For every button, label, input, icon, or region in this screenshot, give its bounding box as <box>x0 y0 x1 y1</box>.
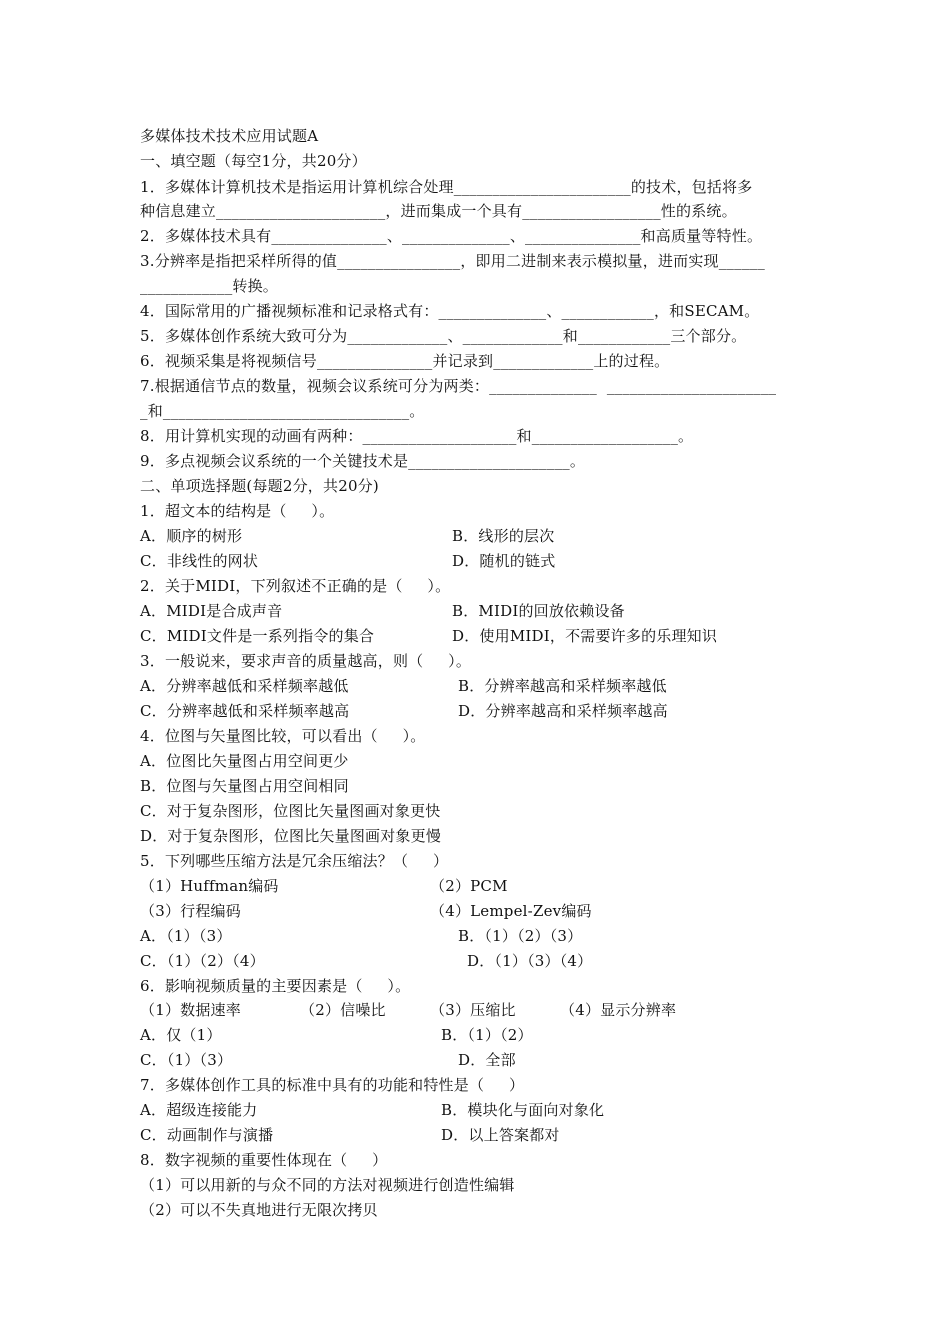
option-a: A．MIDI是合成声音 <box>140 602 283 620</box>
question-stem: 4．位图与矢量图比较，可以看出（ ）。 <box>140 727 426 745</box>
fill-blank-line: 9．多点视频会议系统的一个关键技术是_____________________。 <box>140 452 586 470</box>
fill-blank-line: 2．多媒体技术具有_______________、______________、_______________和高质量等特性。 <box>140 227 763 245</box>
option-c: C．对于复杂图形，位图比矢量图画对象更快 <box>140 802 441 820</box>
option-c: C．动画制作与演播 <box>140 1126 274 1144</box>
list-item: （1）可以用新的与众不同的方法对视频进行创造性编辑 <box>140 1176 515 1194</box>
list-item: （1）数据速率 <box>140 1001 241 1019</box>
fill-blank-line: 7.根据通信节点的数量，视频会议系统可分为两类：______________ ______________________ <box>140 377 777 395</box>
section-heading-single-choice: 二、单项选择题(每题2分，共20分) <box>140 477 379 495</box>
option-a: A．仅（1） <box>140 1026 222 1044</box>
fill-blank-line: 6．视频采集是将视频信号_______________并记录到_____________上的过程。 <box>140 352 670 370</box>
option-a: A．分辨率越低和采样频率越低 <box>140 677 349 695</box>
option-c: C．非线性的网状 <box>140 552 259 570</box>
list-item: （4）Lempel-Zev编码 <box>430 902 592 920</box>
section-heading-fill-blank: 一、填空题（每空1分，共20分） <box>140 152 367 170</box>
question-stem: 5．下列哪些压缩方法是冗余压缩法？（ ） <box>140 852 449 870</box>
option-b: B．线形的层次 <box>452 527 555 545</box>
list-item: （4）显示分辨率 <box>560 1001 677 1019</box>
fill-blank-line: 5．多媒体创作系统大致可分为_____________、_____________和____________三个部分。 <box>140 327 747 345</box>
option-a: A．超级连接能力 <box>140 1101 258 1119</box>
list-item: （3）行程编码 <box>140 902 241 920</box>
option-c: C．（1）（2）（4） <box>140 952 265 970</box>
option-b: B．分辨率越高和采样频率越低 <box>458 677 667 695</box>
option-c: C．（1）（3） <box>140 1051 233 1069</box>
option-d: D．对于复杂图形，位图比矢量图画对象更慢 <box>140 827 442 845</box>
option-d: D．以上答案都对 <box>441 1126 560 1144</box>
list-item: （2）PCM <box>430 877 508 895</box>
option-c: C．MIDI文件是一系列指令的集合 <box>140 627 375 645</box>
option-b: B．模块化与面向对象化 <box>441 1101 605 1119</box>
fill-blank-line: 1．多媒体计算机技术是指运用计算机综合处理_______________________的技术，包括将多 <box>140 178 753 196</box>
option-a: A．（1）（3） <box>140 927 232 945</box>
option-c: C．分辨率越低和采样频率越高 <box>140 702 350 720</box>
option-b: B．（1）（2）（3） <box>458 927 583 945</box>
fill-blank-line: 种信息建立______________________，进而集成一个具有__________________性的系统。 <box>140 202 737 220</box>
fill-blank-line: 8．用计算机实现的动画有两种：____________________和___________________。 <box>140 427 694 445</box>
option-b: B．MIDI的回放依赖设备 <box>452 602 625 620</box>
option-d: D．分辨率越高和采样频率越高 <box>458 702 668 720</box>
list-item: （2）信噪比 <box>300 1001 386 1019</box>
question-stem: 2．关于MIDI，下列叙述不正确的是（ ）。 <box>140 577 451 595</box>
option-b: B．位图与矢量图占用空间相同 <box>140 777 349 795</box>
option-a: A．位图比矢量图占用空间更少 <box>140 752 349 770</box>
question-stem: 6．影响视频质量的主要因素是（ ）。 <box>140 977 411 995</box>
question-stem: 1．超文本的结构是（ ）。 <box>140 502 335 520</box>
option-d: D．随机的链式 <box>452 552 556 570</box>
fill-blank-line: 4．国际常用的广播视频标准和记录格式有：______________、____________，和SECAM。 <box>140 302 760 320</box>
option-a: A．顺序的树形 <box>140 527 243 545</box>
fill-blank-line: 3.分辨率是指把采样所得的值________________，即用二进制来表示模拟量，进而实现______ <box>140 252 765 270</box>
fill-blank-line: _和________________________________。 <box>140 402 425 420</box>
option-b: B．（1）（2） <box>441 1026 533 1044</box>
question-stem: 8．数字视频的重要性体现在（ ） <box>140 1151 388 1169</box>
exam-title: 多媒体技术技术应用试题A <box>140 127 319 145</box>
fill-blank-line: ____________转换。 <box>140 277 279 295</box>
question-stem: 7．多媒体创作工具的标准中具有的功能和特性是（ ） <box>140 1076 525 1094</box>
option-d: D．（1）（3）（4） <box>467 952 593 970</box>
list-item: （2）可以不失真地进行无限次拷贝 <box>140 1201 378 1219</box>
list-item: （1）Huffman编码 <box>140 877 279 895</box>
option-d: D．全部 <box>458 1051 516 1069</box>
list-item: （3）压缩比 <box>430 1001 516 1019</box>
question-stem: 3．一般说来，要求声音的质量越高，则（ ）。 <box>140 652 472 670</box>
option-d: D．使用MIDI，不需要许多的乐理知识 <box>452 627 718 645</box>
